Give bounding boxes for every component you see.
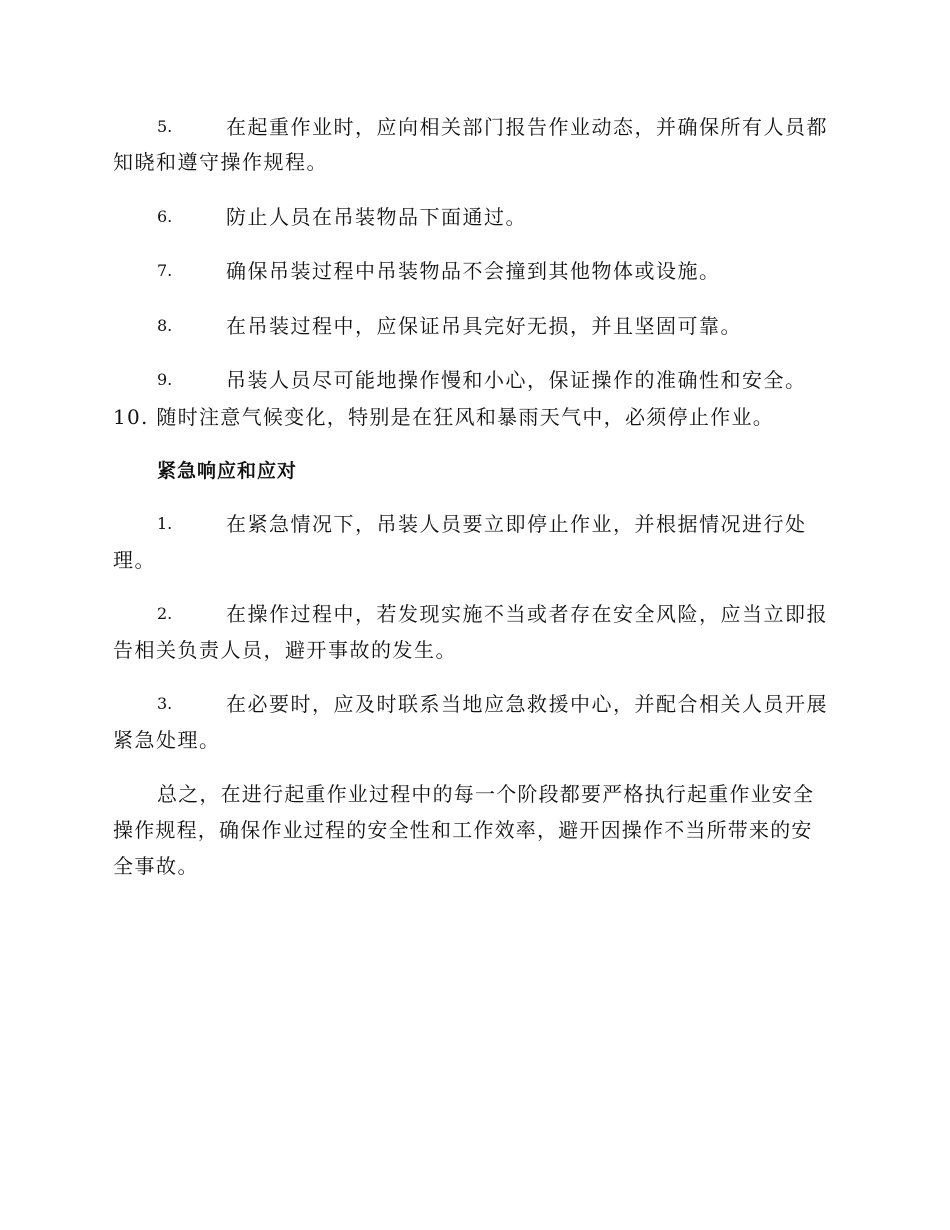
list-item-number: 9.: [157, 370, 173, 389]
list-item-number: 1.: [157, 514, 173, 533]
list-item-text: 在紧急情况下，吊装人员要立即停止作业，并根据情况进行处: [226, 512, 807, 536]
list-item-text: 确保吊装过程中吊装物品不会撞到其他物体或设施。: [226, 259, 721, 283]
list-item-number: 7.: [157, 261, 173, 280]
list-item-text: 10. 随时注意气候变化，特别是在狂风和暴雨天气中，必须停止作业。: [113, 405, 775, 429]
list-item-number: 5.: [157, 117, 173, 136]
list-item-text-continued: 知晓和遵守操作规程。: [113, 150, 328, 174]
list-item-text-continued: 告相关负责人员，避开事故的发生。: [113, 638, 457, 662]
list-item-number: 2.: [157, 604, 173, 623]
list-item-text: 在操作过程中，若发现实施不当或者存在安全风险，应当立即报: [226, 602, 828, 626]
list-item-text-continued: 紧急处理。: [113, 728, 221, 752]
list-item-text: 吊装人员尽可能地操作慢和小心，保证操作的准确性和安全。: [226, 368, 807, 392]
summary-paragraph-line: 全事故。: [113, 854, 199, 878]
list-item-text: 防止人员在吊装物品下面通过。: [226, 205, 527, 229]
section-heading: 紧急响应和应对: [157, 460, 298, 482]
summary-paragraph-line: 操作规程，确保作业过程的安全性和工作效率，避开因操作不当所带来的安: [113, 818, 813, 842]
list-item-number: 8.: [157, 316, 173, 335]
list-item-number: 3.: [157, 694, 173, 713]
list-item-text-continued: 理。: [113, 548, 156, 572]
summary-paragraph-line: 总之，在进行起重作业过程中的每一个阶段都要严格执行起重作业安全: [157, 782, 815, 806]
list-item-number: 6.: [157, 207, 173, 226]
list-item-text: 在起重作业时，应向相关部门报告作业动态，并确保所有人员都: [226, 115, 828, 139]
list-item-text: 在吊装过程中，应保证吊具完好无损，并且坚固可靠。: [226, 314, 742, 338]
list-item-text: 在必要时，应及时联系当地应急救援中心，并配合相关人员开展: [226, 692, 828, 716]
